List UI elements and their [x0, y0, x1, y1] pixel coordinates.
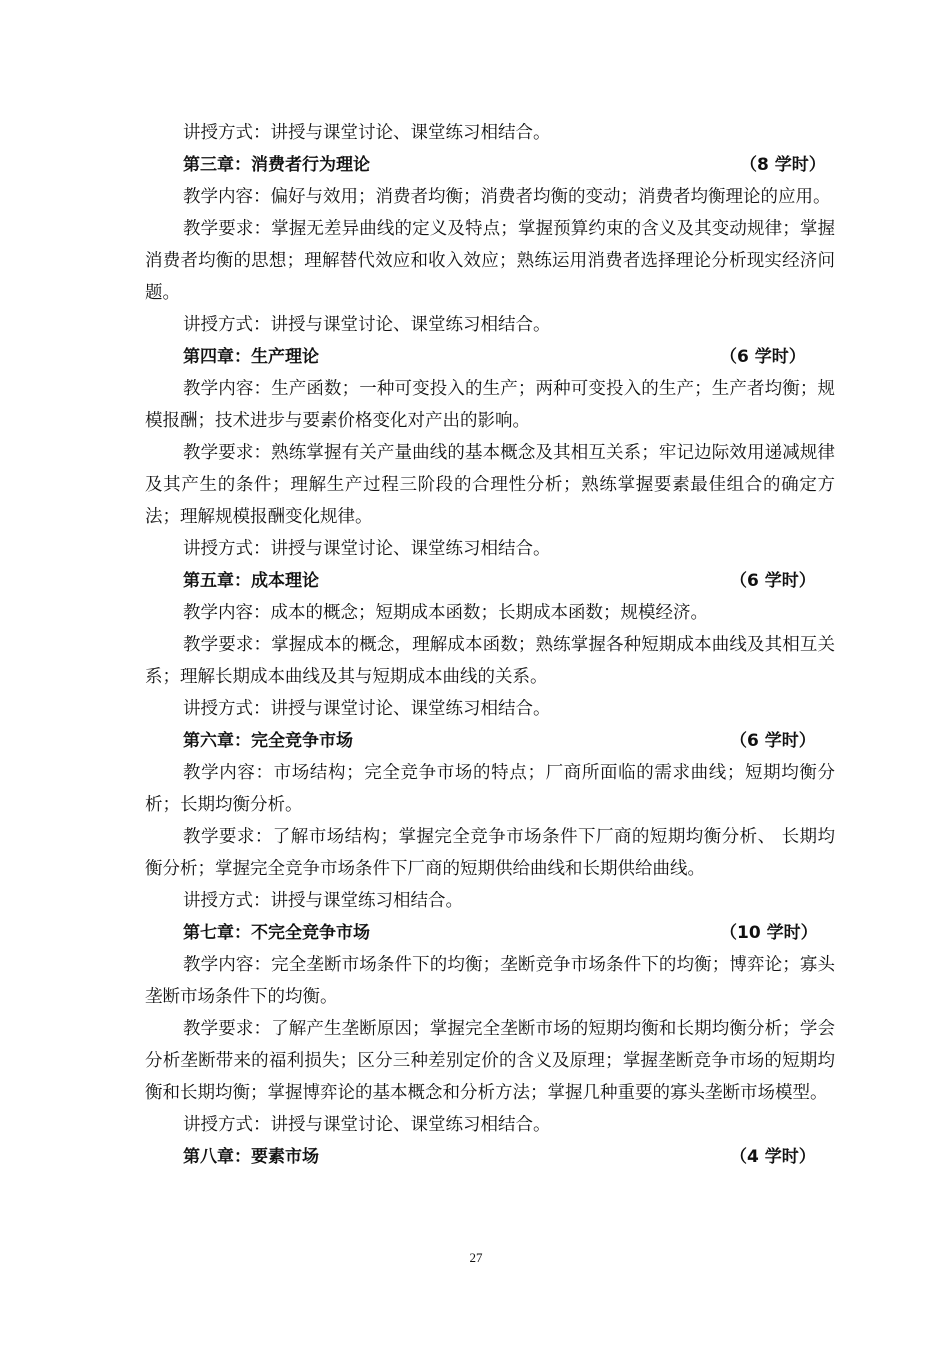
chapter-heading — [145, 725, 835, 757]
chapter-hours: （8 学时） — [740, 155, 826, 175]
paragraph: 讲授方式：讲授与课堂讨论、课堂练习相结合。 — [183, 699, 551, 719]
chapter-title: 第四章：生产理论 — [183, 347, 319, 367]
chapter-title: 第八章：要素市场 — [183, 1147, 319, 1167]
chapter-heading — [145, 917, 835, 949]
chapter-heading — [145, 1141, 835, 1173]
paragraph: 教学要求：掌握成本的概念，理解成本函数；熟练掌握各种短期成本曲线及其相互关系；理解长期成本曲线及其与短期成本曲线的关系。 — [145, 635, 835, 687]
paragraph: 教学要求：掌握无差异曲线的定义及特点；掌握预算约束的含义及其变动规律；掌握消费者均衡的思想；理解替代效应和收入效应；熟练运用消费者选择理论分析现实经济问题。 — [145, 219, 835, 303]
chapter-heading — [145, 565, 835, 597]
paragraph: 教学要求：了解产生垄断原因；掌握完全垄断市场的短期均衡和长期均衡分析；学会分析垄断带来的福利损失；区分三种差别定价的含义及原理；掌握垄断竞争市场的短期均衡和长期均衡；掌握博弈论的基本概念和分析方法；掌握几种重要的寡头垄断市场模型。 — [145, 1019, 835, 1103]
paragraph: 讲授方式：讲授与课堂讨论、课堂练习相结合。 — [183, 123, 551, 143]
paragraph: 讲授方式：讲授与课堂练习相结合。 — [183, 891, 463, 911]
chapter-hours: （6 学时） — [730, 571, 816, 591]
chapter-hours: （6 学时） — [730, 731, 816, 751]
chapter-title: 第六章：完全竞争市场 — [183, 731, 353, 751]
paragraph: 讲授方式：讲授与课堂讨论、课堂练习相结合。 — [183, 539, 551, 559]
paragraph: 教学内容：完全垄断市场条件下的均衡；垄断竞争市场条件下的均衡；博弈论；寡头垄断市场条件下的均衡。 — [145, 955, 835, 1007]
paragraph: 讲授方式：讲授与课堂讨论、课堂练习相结合。 — [183, 1115, 551, 1135]
paragraph: 教学要求：熟练掌握有关产量曲线的基本概念及其相互关系；牢记边际效用递减规律及其产生的条件；理解生产过程三阶段的合理性分析；熟练掌握要素最佳组合的确定方法；理解规模报酬变化规律。 — [145, 443, 835, 527]
paragraph: 教学内容：市场结构；完全竞争市场的特点；厂商所面临的需求曲线；短期均衡分析；长期均衡分析。 — [145, 763, 835, 815]
paragraph: 教学内容：偏好与效用；消费者均衡；消费者均衡的变动；消费者均衡理论的应用。 — [183, 187, 831, 207]
chapter-heading — [145, 341, 835, 373]
chapter-title: 第七章：不完全竞争市场 — [183, 923, 370, 943]
chapter-hours: （6 学时） — [720, 347, 806, 367]
chapter-title: 第五章：成本理论 — [183, 571, 319, 591]
chapter-heading — [145, 149, 835, 181]
chapter-hours: （4 学时） — [730, 1147, 816, 1167]
paragraph: 教学要求：了解市场结构；掌握完全竞争市场条件下厂商的短期均衡分析、 长期均衡分析；掌握完全竞争市场条件下厂商的短期供给曲线和长期供给曲线。 — [145, 827, 835, 879]
paragraph: 讲授方式：讲授与课堂讨论、课堂练习相结合。 — [183, 315, 551, 335]
page-content — [145, 117, 835, 1173]
paragraph: 教学内容：成本的概念；短期成本函数；长期成本函数；规模经济。 — [183, 603, 708, 623]
chapter-title: 第三章：消费者行为理论 — [183, 155, 370, 175]
chapter-hours: （10 学时） — [720, 923, 818, 943]
page-number: 27 — [469, 1250, 483, 1265]
paragraph: 教学内容：生产函数；一种可变投入的生产；两种可变投入的生产；生产者均衡；规模报酬；技术进步与要素价格变化对产出的影响。 — [145, 379, 835, 431]
